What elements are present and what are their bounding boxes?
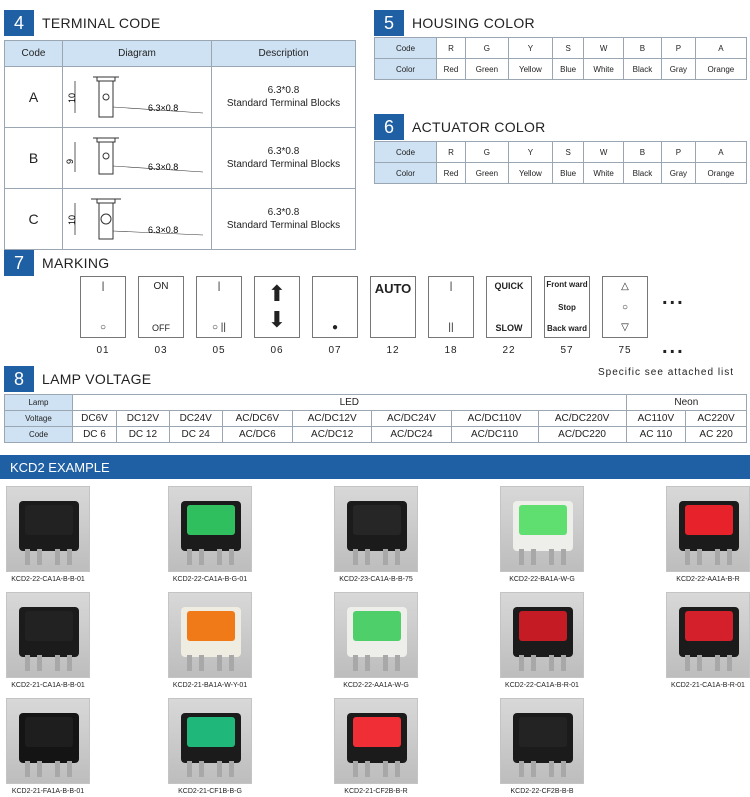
color-code-cell: G	[465, 38, 508, 59]
switch-actuator	[25, 717, 73, 747]
switch-actuator	[187, 505, 235, 535]
neon-group-label: Neon	[626, 395, 746, 411]
terminal-desc-size: 6.3*0.8	[267, 146, 300, 157]
switch-terminal	[697, 655, 702, 671]
switch-photo	[334, 698, 418, 784]
housing-color-table	[374, 37, 747, 80]
marking-code: 05	[212, 345, 226, 356]
example-part-number: KCD2-22-CF2B-B-B	[510, 788, 574, 795]
switch-terminal	[727, 655, 732, 671]
section-title: TERMINAL CODE	[42, 15, 161, 31]
terminal-size-label: 6.3×0.8	[148, 162, 179, 172]
voltage-code-cell: AC/DC24	[372, 427, 451, 443]
marking-code: 06	[270, 345, 284, 356]
color-code-cell: P	[661, 142, 695, 163]
switch-terminal	[715, 655, 720, 671]
switch-photo	[168, 592, 252, 678]
marking-symbol-75	[602, 276, 648, 338]
example-section-title: KCD2 EXAMPLE	[0, 455, 750, 479]
example-part-number: KCD2-22-AA1A-W-G	[343, 682, 409, 689]
switch-terminal	[715, 549, 720, 565]
example-product	[500, 592, 584, 689]
switch-terminal	[383, 761, 388, 777]
marking-code: 22	[502, 345, 516, 356]
voltage-code-cell: DC 6	[73, 427, 117, 443]
switch-terminal	[67, 655, 72, 671]
voltage-code-cell: DC 24	[169, 427, 222, 443]
example-product	[6, 486, 90, 583]
marking-code: 01	[96, 345, 110, 356]
marking-middle: Stop	[558, 302, 576, 312]
row-label: Lamp	[5, 395, 73, 411]
marking-code: 12	[386, 345, 400, 356]
row-label: Color	[375, 59, 437, 80]
voltage-cell: DC24V	[169, 411, 222, 427]
terminal-description	[212, 189, 356, 250]
color-code-cell: A	[695, 142, 746, 163]
color-code-cell: G	[465, 142, 508, 163]
actuator-code-row	[375, 142, 747, 163]
example-product	[6, 592, 90, 689]
switch-terminal	[727, 549, 732, 565]
section-number: 5	[374, 10, 404, 36]
column-header: Description	[212, 41, 356, 67]
row-label: Code	[375, 142, 437, 163]
example-product	[168, 592, 252, 689]
terminal-diagram-icon	[63, 67, 211, 125]
color-code-cell: W	[584, 142, 624, 163]
switch-actuator	[685, 611, 733, 641]
housing-color-row	[375, 59, 747, 80]
terminal-description	[212, 128, 356, 189]
color-name-cell: Green	[465, 163, 508, 184]
switch-terminal	[561, 761, 566, 777]
table-row	[5, 67, 356, 128]
terminal-code: C	[5, 189, 63, 250]
section-number: 7	[4, 250, 34, 276]
terminal-diagram	[63, 189, 212, 250]
color-code-cell: B	[623, 38, 661, 59]
color-name-cell: Yellow	[508, 59, 552, 80]
row-label: Color	[375, 163, 437, 184]
example-product	[666, 486, 750, 583]
terminal-diagram	[63, 67, 212, 128]
terminal-code: A	[5, 67, 63, 128]
switch-terminal	[217, 655, 222, 671]
actuator-color-table	[374, 141, 747, 184]
switch-terminal	[519, 761, 524, 777]
voltage-code-cell: AC 220	[686, 427, 747, 443]
switch-terminal	[519, 655, 524, 671]
switch-terminal	[187, 655, 192, 671]
lamp-code-row	[5, 427, 747, 443]
switch-terminal	[353, 655, 358, 671]
marking-code: 03	[154, 345, 168, 356]
table-row	[5, 128, 356, 189]
marking-top: |	[101, 281, 105, 292]
section-number: 8	[4, 366, 34, 392]
switch-terminal	[697, 549, 702, 565]
voltage-cell: AC/DC12V	[293, 411, 372, 427]
switch-actuator	[25, 505, 73, 535]
switch-terminal	[199, 761, 204, 777]
terminal-desc-size: 6.3*0.8	[267, 207, 300, 218]
row-label: Code	[5, 427, 73, 443]
color-code-cell: Y	[508, 142, 552, 163]
marking-bottom: ○ ||	[211, 322, 226, 333]
terminal-desc-text: Standard Terminal Blocks	[226, 159, 341, 170]
switch-photo	[500, 486, 584, 572]
example-part-number: KCD2-21-CA1A-B-B-01	[11, 682, 85, 689]
color-name-cell: Black	[623, 163, 661, 184]
switch-terminal	[25, 761, 30, 777]
terminal-size-label: 6.3×0.8	[148, 103, 179, 113]
switch-actuator	[685, 505, 733, 535]
example-part-number: KCD2-22-AA1A-B-R	[676, 576, 740, 583]
color-name-cell: Green	[465, 59, 508, 80]
switch-terminal	[383, 655, 388, 671]
example-product	[666, 592, 750, 689]
switch-terminal	[395, 761, 400, 777]
switch-terminal	[561, 655, 566, 671]
color-code-cell: S	[552, 142, 583, 163]
marking-top: △	[621, 281, 629, 292]
color-name-cell: Red	[437, 59, 466, 80]
housing-color-header	[374, 10, 535, 36]
lamp-type-row	[5, 395, 747, 411]
switch-actuator	[519, 717, 567, 747]
marking-bottom: ||	[448, 322, 454, 333]
section-title: LAMP VOLTAGE	[42, 371, 152, 387]
example-product	[334, 486, 418, 583]
terminal-height-label: 10	[67, 92, 77, 103]
switch-terminal	[55, 655, 60, 671]
section-number: 4	[4, 10, 34, 36]
color-name-cell: Blue	[552, 163, 583, 184]
marking-bottom: ○	[99, 322, 107, 333]
color-code-cell: A	[695, 38, 746, 59]
switch-terminal	[37, 549, 42, 565]
voltage-code-cell: AC 110	[626, 427, 686, 443]
switch-terminal	[229, 655, 234, 671]
example-part-number: KCD2-21-FA1A-B-B-01	[11, 788, 85, 795]
section-title: HOUSING COLOR	[412, 15, 535, 31]
switch-actuator	[519, 505, 567, 535]
actuator-color-row	[375, 163, 747, 184]
column-header: Code	[5, 41, 63, 67]
section-title: ACTUATOR COLOR	[412, 119, 546, 135]
switch-terminal	[25, 655, 30, 671]
marking-symbol-57	[544, 276, 590, 338]
voltage-cell: AC220V	[686, 411, 747, 427]
led-group-label: LED	[73, 395, 627, 411]
switch-terminal	[229, 761, 234, 777]
example-part-number: KCD2-21-CF2B-B-R	[344, 788, 408, 795]
switch-terminal	[395, 655, 400, 671]
color-name-cell: Gray	[661, 59, 695, 80]
marking-bottom: ▽	[621, 322, 629, 333]
switch-actuator	[187, 717, 235, 747]
marking-symbol-03	[138, 276, 184, 338]
marking-symbol-05	[196, 276, 242, 338]
voltage-code-cell: DC 12	[116, 427, 169, 443]
switch-terminal	[353, 761, 358, 777]
example-part-number: KCD2-23-CA1A-B-B-75	[339, 576, 413, 583]
switch-terminal	[55, 761, 60, 777]
switch-terminal	[685, 549, 690, 565]
marking-symbol-07	[312, 276, 358, 338]
marking-top: AUTO	[374, 281, 412, 296]
marking-top: QUICK	[494, 281, 524, 291]
marking-bottom: ⬇	[267, 307, 287, 332]
switch-actuator	[519, 611, 567, 641]
marking-top: |	[217, 281, 221, 292]
color-name-cell: White	[584, 163, 624, 184]
color-code-cell: R	[437, 142, 466, 163]
example-part-number: KCD2-21-CF1B-B-G	[178, 788, 242, 795]
example-product	[500, 698, 584, 795]
column-header: Diagram	[63, 41, 212, 67]
housing-code-row	[375, 38, 747, 59]
switch-actuator	[353, 505, 401, 535]
terminal-diagram-icon	[63, 128, 211, 186]
switch-terminal	[365, 761, 370, 777]
marking-middle: ○	[621, 301, 629, 313]
switch-photo	[666, 486, 750, 572]
lamp-voltage-table	[4, 394, 747, 443]
example-product	[334, 592, 418, 689]
lamp-voltage-row	[5, 411, 747, 427]
marking-symbol-01	[80, 276, 126, 338]
marking-more-dots: ...	[662, 336, 685, 358]
example-product	[6, 698, 90, 795]
row-label: Voltage	[5, 411, 73, 427]
switch-terminal	[25, 549, 30, 565]
switch-photo	[500, 698, 584, 784]
actuator-color-header	[374, 114, 546, 140]
example-part-number: KCD2-21-BA1A-W-Y-01	[172, 682, 248, 689]
switch-actuator	[187, 611, 235, 641]
marking-bottom: ●	[331, 322, 339, 333]
switch-terminal	[229, 549, 234, 565]
switch-terminal	[549, 655, 554, 671]
switch-terminal	[531, 549, 536, 565]
switch-photo	[6, 486, 90, 572]
switch-terminal	[561, 549, 566, 565]
switch-terminal	[549, 761, 554, 777]
marking-top: ⬆	[267, 281, 287, 306]
color-name-cell: Gray	[661, 163, 695, 184]
voltage-cell: DC12V	[116, 411, 169, 427]
switch-terminal	[67, 549, 72, 565]
voltage-code-cell: AC/DC220	[538, 427, 626, 443]
marking-code: 18	[444, 345, 458, 356]
section-title: MARKING	[42, 255, 110, 271]
voltage-code-cell: AC/DC12	[293, 427, 372, 443]
marking-bottom: SLOW	[495, 323, 523, 333]
terminal-desc-text: Standard Terminal Blocks	[226, 98, 341, 109]
switch-photo	[6, 698, 90, 784]
terminal-size-label: 6.3×0.8	[148, 225, 179, 235]
terminal-desc-size: 6.3*0.8	[267, 85, 300, 96]
terminal-height-label: 9	[65, 158, 75, 164]
switch-photo	[168, 698, 252, 784]
color-name-cell: Black	[623, 59, 661, 80]
terminal-diagram	[63, 128, 212, 189]
marking-note: Specific see attached list	[598, 367, 735, 378]
color-name-cell: Orange	[695, 163, 746, 184]
switch-terminal	[37, 655, 42, 671]
switch-terminal	[217, 761, 222, 777]
voltage-cell: AC/DC220V	[538, 411, 626, 427]
switch-terminal	[549, 549, 554, 565]
switch-terminal	[685, 655, 690, 671]
voltage-cell: AC/DC6V	[222, 411, 292, 427]
marking-code: 75	[618, 345, 632, 356]
example-part-number: KCD2-22-CA1A-B-G-01	[172, 576, 248, 583]
marking-header	[4, 250, 109, 276]
switch-terminal	[395, 549, 400, 565]
voltage-cell: DC6V	[73, 411, 117, 427]
example-product	[168, 486, 252, 583]
color-name-cell: Yellow	[508, 163, 552, 184]
switch-terminal	[531, 761, 536, 777]
voltage-cell: AC/DC24V	[372, 411, 451, 427]
switch-terminal	[37, 761, 42, 777]
example-part-number: KCD2-22-CA1A-B-B-01	[11, 576, 85, 583]
switch-terminal	[187, 549, 192, 565]
color-code-cell: B	[623, 142, 661, 163]
voltage-cell: AC/DC110V	[451, 411, 538, 427]
marking-symbol-06	[254, 276, 300, 338]
switch-actuator	[353, 611, 401, 641]
terminal-desc-text: Standard Terminal Blocks	[226, 220, 341, 231]
switch-actuator	[25, 611, 73, 641]
color-code-cell: R	[437, 38, 466, 59]
terminal-diagram-icon	[63, 189, 211, 247]
row-label: Code	[375, 38, 437, 59]
marking-code: 07	[328, 345, 342, 356]
terminal-description	[212, 67, 356, 128]
switch-terminal	[199, 655, 204, 671]
marking-bottom: Back ward	[546, 324, 588, 333]
voltage-code-cell: AC/DC6	[222, 427, 292, 443]
example-product	[500, 486, 584, 583]
switch-terminal	[199, 549, 204, 565]
marking-code: 57	[560, 345, 574, 356]
color-name-cell: Blue	[552, 59, 583, 80]
example-product	[168, 698, 252, 795]
marking-top: |	[449, 281, 453, 292]
switch-terminal	[187, 761, 192, 777]
switch-terminal	[531, 655, 536, 671]
switch-terminal	[365, 549, 370, 565]
switch-terminal	[365, 655, 370, 671]
marking-top: Front ward	[546, 280, 588, 289]
switch-photo	[500, 592, 584, 678]
switch-photo	[666, 592, 750, 678]
terminal-code-header	[4, 10, 161, 36]
example-part-number: KCD2-21-CA1A-B-R-01	[671, 682, 745, 689]
color-code-cell: P	[661, 38, 695, 59]
marking-symbol-12	[370, 276, 416, 338]
marking-symbol-18	[428, 276, 474, 338]
terminal-height-label: 10	[67, 214, 77, 225]
example-part-number: KCD2-22-CA1A-B-R-01	[505, 682, 579, 689]
color-name-cell: White	[584, 59, 624, 80]
switch-photo	[334, 486, 418, 572]
switch-actuator	[353, 717, 401, 747]
example-product	[334, 698, 418, 795]
color-code-cell: W	[584, 38, 624, 59]
terminal-code: B	[5, 128, 63, 189]
switch-terminal	[67, 761, 72, 777]
switch-terminal	[519, 549, 524, 565]
switch-photo	[6, 592, 90, 678]
section-number: 6	[374, 114, 404, 140]
color-name-cell: Red	[437, 163, 466, 184]
switch-terminal	[217, 549, 222, 565]
switch-terminal	[383, 549, 388, 565]
terminal-code-table	[4, 40, 356, 250]
marking-more-dots: ...	[662, 287, 685, 309]
voltage-code-cell: AC/DC110	[451, 427, 538, 443]
marking-bottom: OFF	[152, 323, 170, 333]
switch-terminal	[55, 549, 60, 565]
color-name-cell: Orange	[695, 59, 746, 80]
marking-symbol-22	[486, 276, 532, 338]
lamp-voltage-header	[4, 366, 151, 392]
voltage-cell: AC110V	[626, 411, 686, 427]
table-row	[5, 189, 356, 250]
switch-terminal	[353, 549, 358, 565]
marking-top: ON	[153, 281, 169, 292]
color-code-cell: S	[552, 38, 583, 59]
example-part-number: KCD2-22-BA1A-W-G	[509, 576, 575, 583]
switch-photo	[334, 592, 418, 678]
color-code-cell: Y	[508, 38, 552, 59]
switch-photo	[168, 486, 252, 572]
